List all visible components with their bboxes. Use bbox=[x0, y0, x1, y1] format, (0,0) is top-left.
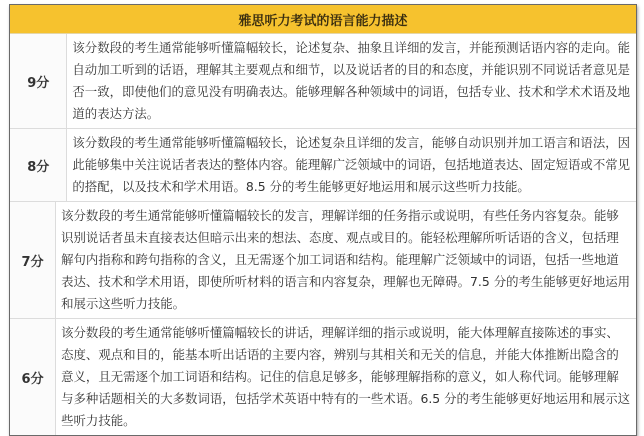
description-line: 些听力技能。 bbox=[61, 413, 136, 428]
band-score: 7分 bbox=[10, 202, 56, 318]
description-line: 该分数段的考生通常能够听懂篇幅较长的发言，理解详细的任务指示或说明，有些任务内容复杂。能够 bbox=[61, 208, 619, 223]
band-description bbox=[56, 319, 636, 435]
band-score: 8分 bbox=[10, 129, 67, 201]
description-line: 该分数段的考生通常能够听懂篇幅较长，论述复杂且详细的发言，能够自动识别并加工语言和语法，因 bbox=[72, 135, 630, 150]
description-line: 与多种话题相关的大多数词语，包括学术英语中特有的一些术语。6.5 分的考生能够更好地运用和展示这 bbox=[61, 391, 630, 406]
table-row bbox=[10, 128, 636, 201]
description-line: 自动加工听到的话语，理解其主要观点和细节，以及说话者的目的和态度，并能识别不同说话者意见是 bbox=[72, 62, 630, 77]
description-line: 道的表达方法。 bbox=[72, 106, 160, 121]
description-line: 表达、技术和学术用语，即使所听材料的语言和内容复杂，理解也无障碍。7.5 分的考生能够更好地运用 bbox=[61, 274, 630, 289]
description-line: 该分数段的考生通常能够听懂篇幅较长，论述复杂、抽象且详细的发言，并能预测话语内容的走向。能 bbox=[72, 40, 630, 55]
band-description bbox=[67, 34, 636, 128]
description-line: 解句内指称和跨句指称的含义，且无需逐个加工词语和结构。能理解广泛领域中的词语，包括一些地道 bbox=[61, 252, 619, 267]
description-line: 的搭配，以及技术和学术用语。8.5 分的考生能够更好地运用和展示这些听力技能。 bbox=[72, 179, 530, 194]
description-line: 意义，且无需逐个加工词语和结构。记住的信息足够多，能够理解指称的意义，如人称代词。能够理解 bbox=[61, 369, 619, 384]
table-row bbox=[10, 34, 636, 128]
band-description bbox=[56, 202, 636, 318]
description-line: 该分数段的考生通常能够听懂篇幅较长的讲话，理解详细的指示或说明，能大体理解直接陈述的事实、 bbox=[61, 325, 619, 340]
band-description bbox=[67, 129, 636, 201]
description-line: 此能够集中关注说话者表达的整体内容。能理解广泛领域中的词语，包括地道表达、固定短语或不常见 bbox=[72, 157, 630, 172]
listening-band-descriptor-table bbox=[9, 4, 637, 436]
table-title: 雅思听力考试的语言能力描述 bbox=[10, 5, 636, 34]
band-score: 6分 bbox=[10, 319, 56, 435]
description-line: 否一致，即使他们的意见没有明确表达。能够理解各种领域中的词语，包括专业、技术和学术术语及地 bbox=[72, 84, 630, 99]
table-row bbox=[10, 201, 636, 318]
table-body bbox=[10, 34, 636, 435]
band-score: 9分 bbox=[10, 34, 67, 128]
description-line: 识别说话者虽未直接表达但暗示出来的想法、态度、观点或目的。能轻松理解所听话语的含义，包括理 bbox=[61, 230, 619, 245]
description-line: 态度、观点和目的，能基本听出话语的主要内容，辨别与其相关和无关的信息，并能大体推断出隐含的 bbox=[61, 347, 619, 362]
description-line: 和展示这些听力技能。 bbox=[61, 296, 186, 311]
table-row bbox=[10, 318, 636, 435]
